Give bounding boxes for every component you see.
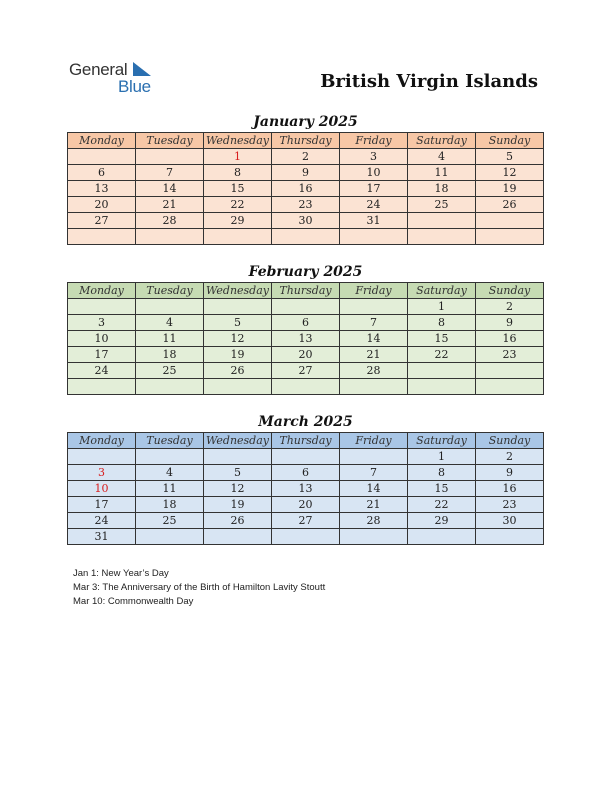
weekday-header: Friday: [340, 133, 408, 149]
empty-day-cell: [272, 229, 340, 245]
day-cell: 30: [272, 213, 340, 229]
month-calendar: [67, 262, 544, 395]
day-cell: 13: [68, 181, 136, 197]
empty-day-cell: [204, 229, 272, 245]
empty-day-cell: [408, 529, 476, 545]
day-cell: 17: [68, 497, 136, 513]
day-cell: 2: [476, 449, 544, 465]
weekday-header: Tuesday: [136, 433, 204, 449]
empty-day-cell: [272, 379, 340, 395]
day-cell: 26: [204, 513, 272, 529]
day-cell: 14: [340, 481, 408, 497]
day-cell: 12: [204, 481, 272, 497]
empty-day-cell: [408, 213, 476, 229]
week-row: [68, 379, 544, 395]
day-cell: 18: [136, 497, 204, 513]
day-cell: 25: [136, 363, 204, 379]
day-cell: 11: [136, 331, 204, 347]
weekday-header: Sunday: [476, 283, 544, 299]
empty-day-cell: [136, 379, 204, 395]
month-title: January 2025: [253, 114, 358, 130]
day-cell: 16: [476, 481, 544, 497]
weekday-header: Saturday: [408, 433, 476, 449]
empty-day-cell: [68, 149, 136, 165]
empty-day-cell: [136, 299, 204, 315]
empty-day-cell: [340, 529, 408, 545]
calendar-grid: [67, 432, 544, 545]
day-cell: 16: [476, 331, 544, 347]
weekday-header: Thursday: [272, 283, 340, 299]
empty-day-cell: [68, 449, 136, 465]
day-cell: 13: [272, 331, 340, 347]
day-cell: 7: [340, 465, 408, 481]
holiday-note: Jan 1: New Year’s Day: [73, 568, 169, 579]
day-cell: 22: [408, 497, 476, 513]
weekday-header: Tuesday: [136, 283, 204, 299]
generalblue-logo: [69, 60, 169, 96]
month-title: March 2025: [258, 414, 353, 430]
empty-day-cell: [476, 229, 544, 245]
weekday-header: Thursday: [272, 433, 340, 449]
empty-day-cell: [408, 363, 476, 379]
empty-day-cell: [136, 529, 204, 545]
weekday-header: Monday: [68, 433, 136, 449]
week-row: [68, 363, 544, 379]
day-cell: 10: [68, 331, 136, 347]
holiday-note: Mar 10: Commonwealth Day: [73, 596, 194, 607]
day-cell: 18: [136, 347, 204, 363]
day-cell: 23: [272, 197, 340, 213]
weekday-header: Tuesday: [136, 133, 204, 149]
empty-day-cell: [476, 213, 544, 229]
day-cell: 21: [136, 197, 204, 213]
weekday-header-row: [68, 283, 544, 299]
empty-day-cell: [476, 529, 544, 545]
week-row: [68, 165, 544, 181]
empty-day-cell: [136, 149, 204, 165]
weekday-header: Sunday: [476, 433, 544, 449]
day-cell: 24: [68, 513, 136, 529]
empty-day-cell: [136, 229, 204, 245]
week-row: [68, 149, 544, 165]
day-cell: 26: [204, 363, 272, 379]
weekday-header: Wednesday: [204, 283, 272, 299]
holiday-note: Mar 3: The Anniversary of the Birth of Hamilton Lavity Stoutt: [73, 582, 326, 593]
day-cell: 22: [204, 197, 272, 213]
holiday-notes: [73, 567, 325, 609]
week-row: [68, 347, 544, 363]
day-cell: 27: [272, 513, 340, 529]
day-cell: 6: [272, 315, 340, 331]
day-cell: 14: [136, 181, 204, 197]
day-cell: 26: [476, 197, 544, 213]
day-cell: 13: [272, 481, 340, 497]
empty-day-cell: [272, 299, 340, 315]
empty-day-cell: [408, 379, 476, 395]
day-cell: 29: [408, 513, 476, 529]
day-cell: 17: [340, 181, 408, 197]
week-row: [68, 449, 544, 465]
day-cell: 14: [340, 331, 408, 347]
day-cell: 16: [272, 181, 340, 197]
weekday-header: Sunday: [476, 133, 544, 149]
day-cell: 15: [204, 181, 272, 197]
day-cell: 3: [68, 315, 136, 331]
day-cell: 23: [476, 497, 544, 513]
empty-day-cell: [340, 229, 408, 245]
day-cell: 9: [272, 165, 340, 181]
day-cell: 5: [204, 315, 272, 331]
empty-day-cell: [204, 449, 272, 465]
day-cell: 18: [408, 181, 476, 197]
day-cell: 28: [340, 513, 408, 529]
weekday-header: Friday: [340, 283, 408, 299]
weekday-header: Friday: [340, 433, 408, 449]
weekday-header-row: [68, 433, 544, 449]
empty-day-cell: [408, 229, 476, 245]
empty-day-cell: [340, 449, 408, 465]
day-cell: 22: [408, 347, 476, 363]
day-cell: 24: [68, 363, 136, 379]
week-row: [68, 331, 544, 347]
day-cell: 19: [204, 347, 272, 363]
day-cell: 19: [204, 497, 272, 513]
week-row: [68, 213, 544, 229]
week-row: [68, 197, 544, 213]
empty-day-cell: [68, 299, 136, 315]
day-cell: 2: [272, 149, 340, 165]
empty-day-cell: [204, 379, 272, 395]
weekday-header: Wednesday: [204, 433, 272, 449]
day-cell: 27: [68, 213, 136, 229]
calendar-grid: [67, 132, 544, 245]
day-cell: 11: [408, 165, 476, 181]
weekday-header: Monday: [68, 283, 136, 299]
page-title: British Virgin Islands: [320, 71, 538, 92]
empty-day-cell: [68, 229, 136, 245]
day-cell: 5: [476, 149, 544, 165]
week-row: [68, 513, 544, 529]
day-cell: 30: [476, 513, 544, 529]
week-row: [68, 229, 544, 245]
day-cell: 3: [340, 149, 408, 165]
empty-day-cell: [204, 299, 272, 315]
empty-day-cell: [340, 299, 408, 315]
day-cell: 8: [408, 315, 476, 331]
logo-text-blue: Blue: [118, 77, 151, 96]
week-row: [68, 481, 544, 497]
empty-day-cell: [340, 379, 408, 395]
day-cell: 19: [476, 181, 544, 197]
weekday-header: Monday: [68, 133, 136, 149]
day-cell: 12: [204, 331, 272, 347]
day-cell: 1: [204, 149, 272, 165]
week-row: [68, 497, 544, 513]
day-cell: 9: [476, 465, 544, 481]
day-cell: 4: [136, 465, 204, 481]
weekday-header: Saturday: [408, 283, 476, 299]
empty-day-cell: [68, 379, 136, 395]
month-calendar: [67, 412, 544, 545]
month-title: February 2025: [248, 264, 363, 280]
empty-day-cell: [204, 529, 272, 545]
empty-day-cell: [136, 449, 204, 465]
day-cell: 31: [340, 213, 408, 229]
day-cell: 21: [340, 347, 408, 363]
day-cell: 4: [408, 149, 476, 165]
day-cell: 12: [476, 165, 544, 181]
day-cell: 23: [476, 347, 544, 363]
day-cell: 29: [204, 213, 272, 229]
month-calendar: [67, 112, 544, 245]
day-cell: 17: [68, 347, 136, 363]
day-cell: 8: [408, 465, 476, 481]
day-cell: 27: [272, 363, 340, 379]
week-row: [68, 299, 544, 315]
day-cell: 7: [136, 165, 204, 181]
day-cell: 24: [340, 197, 408, 213]
day-cell: 3: [68, 465, 136, 481]
day-cell: 10: [340, 165, 408, 181]
weekday-header: Thursday: [272, 133, 340, 149]
calendar-grid: [67, 282, 544, 395]
day-cell: 6: [272, 465, 340, 481]
empty-day-cell: [476, 379, 544, 395]
day-cell: 4: [136, 315, 204, 331]
logo-text-general: General: [69, 60, 128, 79]
day-cell: 15: [408, 331, 476, 347]
empty-day-cell: [476, 363, 544, 379]
day-cell: 9: [476, 315, 544, 331]
day-cell: 20: [272, 497, 340, 513]
day-cell: 28: [136, 213, 204, 229]
day-cell: 5: [204, 465, 272, 481]
week-row: [68, 465, 544, 481]
weekday-header: Wednesday: [204, 133, 272, 149]
day-cell: 8: [204, 165, 272, 181]
day-cell: 20: [272, 347, 340, 363]
day-cell: 25: [136, 513, 204, 529]
weekday-header-row: [68, 133, 544, 149]
day-cell: 25: [408, 197, 476, 213]
logo-flag-icon: [133, 62, 153, 76]
day-cell: 11: [136, 481, 204, 497]
day-cell: 1: [408, 449, 476, 465]
empty-day-cell: [272, 529, 340, 545]
empty-day-cell: [272, 449, 340, 465]
day-cell: 10: [68, 481, 136, 497]
week-row: [68, 181, 544, 197]
day-cell: 7: [340, 315, 408, 331]
day-cell: 2: [476, 299, 544, 315]
day-cell: 31: [68, 529, 136, 545]
week-row: [68, 529, 544, 545]
weekday-header: Saturday: [408, 133, 476, 149]
day-cell: 20: [68, 197, 136, 213]
day-cell: 6: [68, 165, 136, 181]
day-cell: 1: [408, 299, 476, 315]
day-cell: 15: [408, 481, 476, 497]
week-row: [68, 315, 544, 331]
day-cell: 21: [340, 497, 408, 513]
day-cell: 28: [340, 363, 408, 379]
